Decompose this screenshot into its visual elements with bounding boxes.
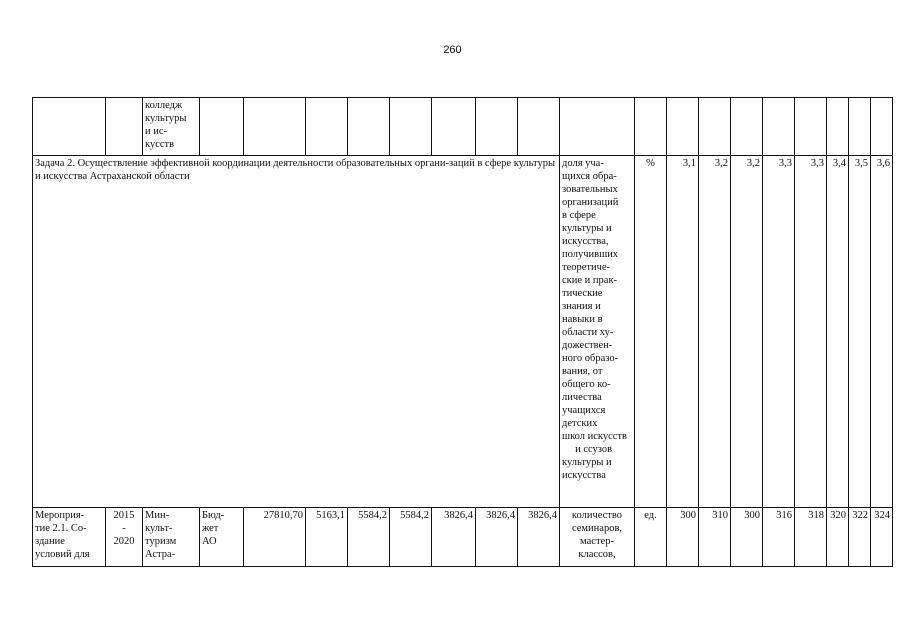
value-cell: 3,2 [731,156,763,508]
cell-empty [244,98,306,156]
value-cell: 3,3 [795,156,827,508]
measure-executor: Мин- культ- туризм Астра- [143,508,200,567]
funding-year: 5163,1 [306,508,348,567]
value-cell: 300 [731,508,763,567]
cell-empty [518,98,560,156]
task-description: Задача 2. Осуществление эффективной координации деятельности образовательных органи-заций в сфере культуры и искусства Астраханской области [33,156,560,508]
unit-cell: ед. [635,508,667,567]
cell-empty [390,98,432,156]
cell-empty [731,98,763,156]
value-cell: 3,2 [699,156,731,508]
table-row-measure [33,508,893,567]
unit-cell: % [635,156,667,508]
cell-empty [306,98,348,156]
value-cell: 3,3 [763,156,795,508]
indicator-cell: доля уча- щихся обра- зовательных организаций в сфере культуры и искусства, получивших теоретиче- ские и прак- тические знания и навыки в области ху- дожествен- ного образо- вания, от общего ко- личества учащихся детских школ искусств и ссузов культуры и искусства [560,156,635,508]
cell-empty [849,98,871,156]
indicator-cell: количество семинаров, мастер- классов, [560,508,635,567]
value-cell: 3,4 [827,156,849,508]
cell-empty [106,98,143,156]
cell-empty [827,98,849,156]
cell-empty [432,98,476,156]
funding-year: 3826,4 [432,508,476,567]
cell-empty [699,98,731,156]
table-row-task [33,156,893,508]
funding-year: 3826,4 [518,508,560,567]
cell-empty [348,98,390,156]
value-cell: 3,5 [849,156,871,508]
value-cell: 300 [667,508,699,567]
measure-period: 2015 - 2020 [106,508,143,567]
executor-cell: колледж культуры и ис- кусств [143,98,200,156]
value-cell: 322 [849,508,871,567]
table-row-executor [33,98,893,156]
cell-empty [476,98,518,156]
cell-empty [871,98,893,156]
value-cell: 3,6 [871,156,893,508]
cell-empty [763,98,795,156]
funding-year: 5584,2 [348,508,390,567]
value-cell: 324 [871,508,893,567]
cell-empty [635,98,667,156]
value-cell: 318 [795,508,827,567]
measure-name: Мероприя- тие 2.1. Со- здание условий для [33,508,106,567]
page-number: 260 [443,44,462,56]
cell-empty [795,98,827,156]
cell-empty [667,98,699,156]
value-cell: 320 [827,508,849,567]
funding-total: 27810,70 [244,508,306,567]
program-table [32,97,893,567]
cell-empty [33,98,106,156]
value-cell: 310 [699,508,731,567]
funding-year: 3826,4 [476,508,518,567]
value-cell: 316 [763,508,795,567]
cell-empty [200,98,244,156]
value-cell: 3,1 [667,156,699,508]
funding-source: Бюд- жет АО [200,508,244,567]
cell-empty [560,98,635,156]
funding-year: 5584,2 [390,508,432,567]
